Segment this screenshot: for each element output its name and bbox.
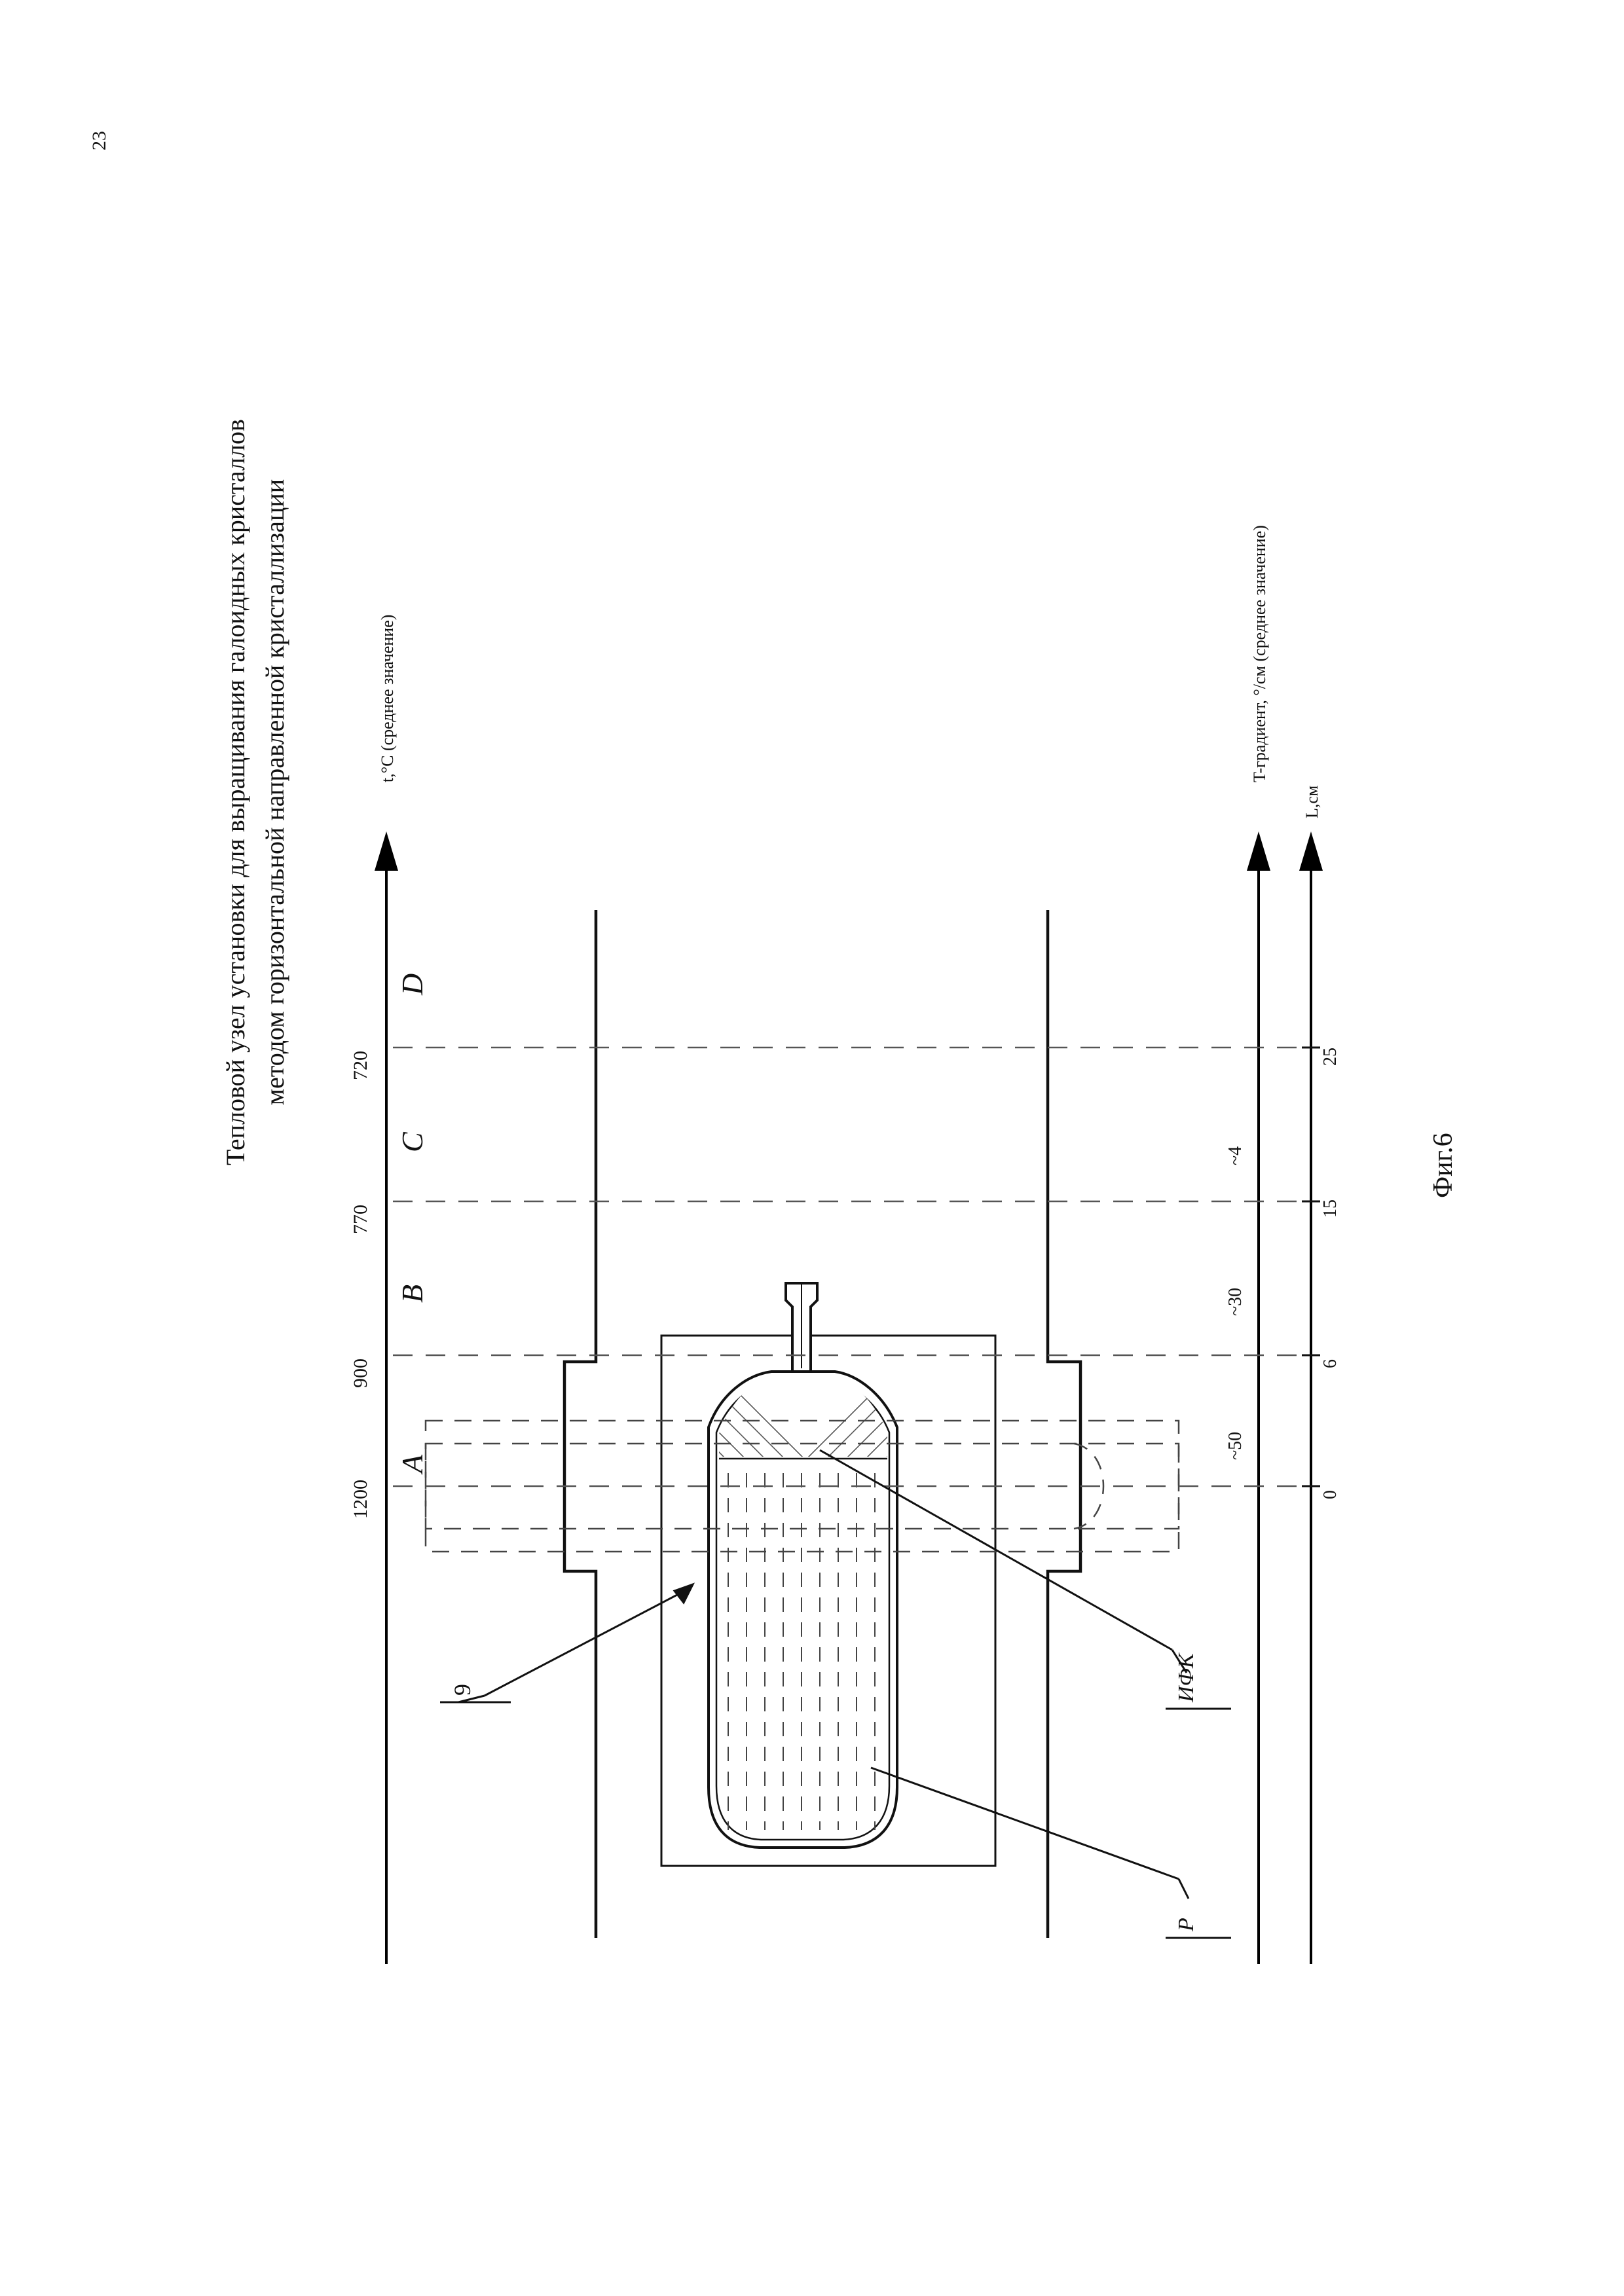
zone-label-d: D xyxy=(396,973,429,995)
gradient-axis-arrowhead xyxy=(1247,831,1270,871)
length-axis-arrowhead xyxy=(1299,831,1323,871)
length-tick-25: 25 xyxy=(1320,1048,1340,1066)
callout-ifk: ИФК xyxy=(1174,1653,1198,1702)
gradient-axis-label: T-градиент, °/см (среднее значение) xyxy=(1250,525,1269,782)
length-tick-6: 6 xyxy=(1320,1359,1340,1368)
figure-caption: Фиг.6 xyxy=(1428,1133,1458,1198)
callout-9: 9 xyxy=(449,1684,475,1696)
temperature-tick-720: 720 xyxy=(350,1051,371,1080)
gradient-value-50: ~50 xyxy=(1225,1431,1246,1460)
temperature-axis-arrowhead xyxy=(375,831,398,871)
title-line-2: методом горизонтальной направленной кристаллизации xyxy=(260,479,289,1106)
zone-label-a: A xyxy=(396,1454,429,1473)
temperature-tick-900: 900 xyxy=(350,1358,371,1388)
temperature-tick-1200: 1200 xyxy=(350,1480,371,1519)
ampoule-neck xyxy=(786,1283,817,1372)
gradient-value-4: ~4 xyxy=(1225,1146,1246,1165)
page-number: 23 xyxy=(88,131,110,151)
temperature-tick-770: 770 xyxy=(350,1205,371,1234)
zone-label-b: B xyxy=(396,1284,429,1303)
length-axis-label: L,см xyxy=(1302,785,1321,818)
length-tick-15: 15 xyxy=(1320,1199,1340,1218)
callout-p: P xyxy=(1174,1918,1198,1931)
length-tick-0: 0 xyxy=(1320,1490,1340,1499)
gradient-value-30: ~30 xyxy=(1225,1287,1246,1316)
title-line-1: Тепловой узел установки для выращивания галоидных кристаллов xyxy=(221,419,250,1165)
zone-label-c: C xyxy=(396,1132,429,1152)
temperature-axis-label: t,°C (среднее значение) xyxy=(378,614,397,782)
